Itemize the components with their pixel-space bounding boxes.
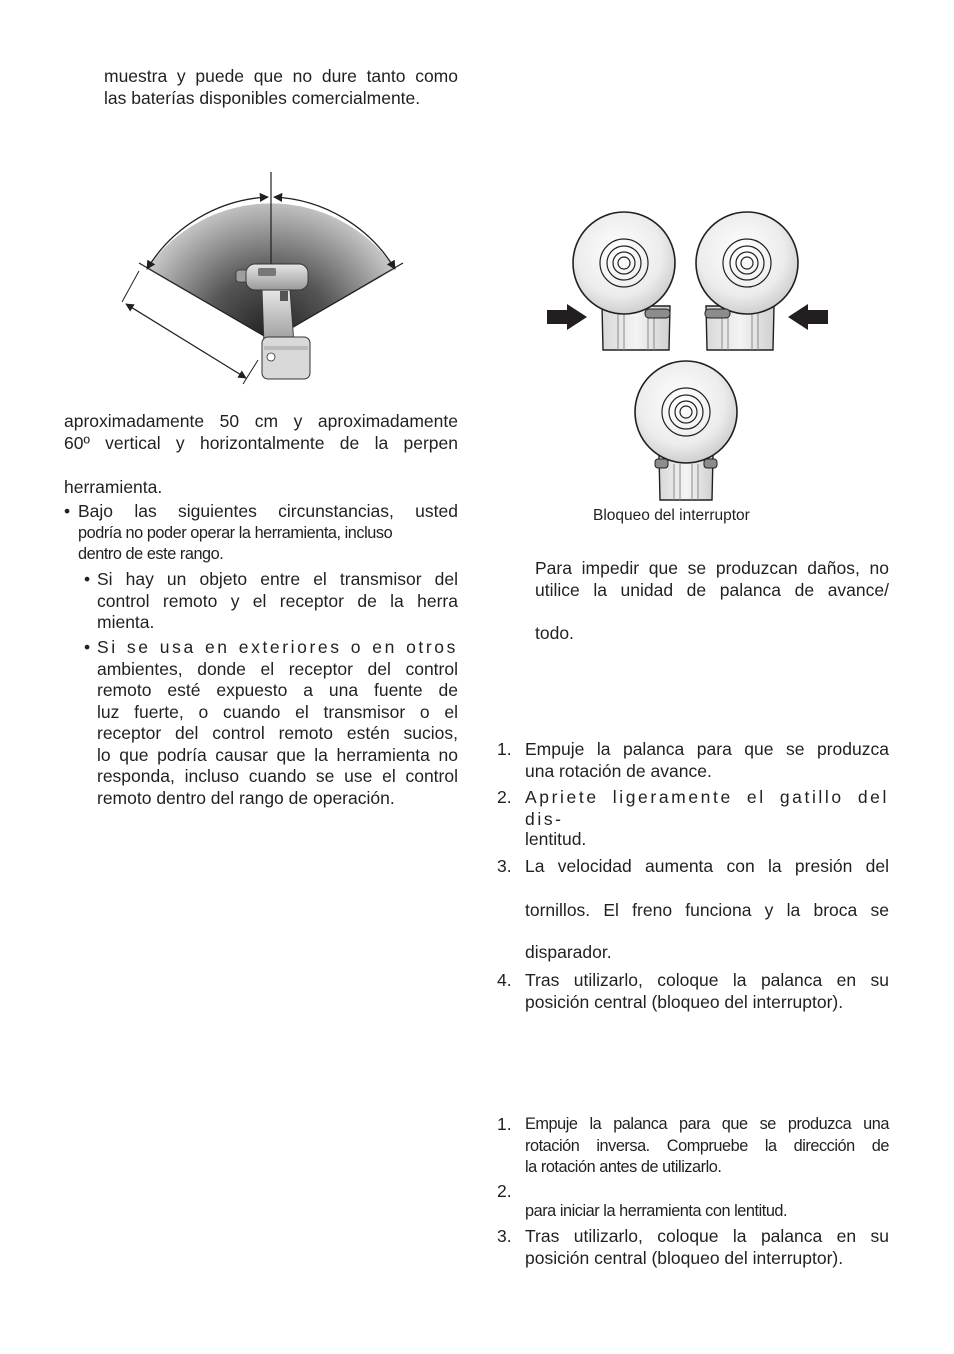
range-line-1: aproximadamente 50 cm y aproximadamente — [64, 411, 458, 431]
intro-line-2: las baterías disponibles comercialmente. — [104, 87, 421, 108]
arrow-left-icon — [788, 304, 828, 330]
reverse-step-3-line-2: posición central (bloqueo del interruptor). — [525, 1247, 844, 1268]
range-line-2: 60º vertical y horizontalmente de la perpen — [64, 432, 458, 453]
reverse-step-1-line-1: Empuje la palanca para que se produzca una — [525, 1115, 889, 1133]
reverse-step-3 — [525, 1226, 889, 1269]
forward-step-1-line-2: una rotación de avance. — [525, 760, 712, 781]
forward-step-3-line-2: tornillos. El freno funciona y la broca se — [525, 900, 889, 920]
sub-item-2-line-2: ambientes, donde el receptor del control — [97, 658, 458, 679]
lever-lock-view — [635, 361, 737, 500]
note-line-1: Para impedir que se produzcan daños, no — [535, 558, 889, 578]
reverse-step-2-number: 2. — [497, 1181, 512, 1201]
sub-item-2-line-3: remoto esté expuesto a una fuente de — [97, 680, 458, 700]
intro-line-1: muestra y puede que no dure tanto como — [104, 66, 458, 86]
forward-step-3-a — [525, 856, 889, 878]
reverse-step-2-line-1: para iniciar la herramienta con lentitud. — [525, 1202, 788, 1220]
reverse-step-1-number: 1. — [497, 1114, 512, 1134]
reverse-step-3-number: 3. — [497, 1226, 512, 1246]
circumstances-line-1: Bajo las siguientes circunstancias, usted — [78, 501, 458, 521]
sub-item-2-line-1: Si se usa en exteriores o en otros — [97, 637, 458, 657]
lever-forward-view — [573, 212, 675, 350]
forward-step-2-number: 2. — [497, 787, 512, 807]
forward-step-2-line-1: Apriete ligeramente el gatillo del dis- — [525, 787, 889, 829]
forward-step-3-line-3: disparador. — [525, 942, 612, 962]
forward-step-1 — [525, 739, 889, 782]
circumstances-line-3: dentro de este rango. — [78, 545, 224, 563]
circumstances-line-2: podría no poder operar la herramienta, incluso — [78, 523, 393, 542]
reverse-step-1-line-2: rotación inversa. Compruebe la dirección de — [525, 1136, 889, 1155]
forward-step-1-number: 1. — [497, 739, 512, 759]
forward-step-3-line-1: La velocidad aumenta con la presión del — [525, 856, 889, 876]
sub-item-1-line-2: control remoto y el receptor de la herra — [97, 590, 458, 611]
note-line-3: todo. — [535, 623, 574, 643]
figure-caption: Bloqueo del interruptor — [593, 507, 750, 524]
sub-item-1-line-3: mienta. — [97, 612, 155, 632]
circumstances-bullet: • — [64, 501, 71, 521]
range-line-3: herramienta. — [64, 477, 163, 497]
sub-bullet-2: • — [84, 637, 91, 657]
sub-item-2-line-8: remoto dentro del rango de operación. — [97, 787, 395, 808]
arrow-right-icon — [547, 304, 587, 330]
forward-step-4-number: 4. — [497, 970, 512, 990]
forward-step-3-number: 3. — [497, 856, 512, 876]
reverse-step-1 — [525, 1114, 889, 1179]
note-line-2: utilice la unidad de palanca de avance/ — [535, 579, 889, 600]
forward-step-4 — [525, 970, 889, 1013]
sub-item-2-line-7: responda, incluso cuando se use el control — [97, 766, 458, 786]
forward-step-1-line-1: Empuje la palanca para que se produzca — [525, 739, 889, 759]
reverse-step-1-line-3: la rotación antes de utilizarlo. — [525, 1158, 722, 1176]
sub-item-2-line-6: lo que podría causar que la herramienta no — [97, 744, 458, 765]
forward-step-2 — [525, 787, 889, 830]
forward-step-4-line-2: posición central (bloqueo del interruptor). — [525, 991, 844, 1012]
forward-step-3-b — [525, 900, 889, 922]
forward-step-4-line-1: Tras utilizarlo, coloque la palanca en su — [525, 970, 889, 990]
reverse-step-3-line-1: Tras utilizarlo, coloque la palanca en su — [525, 1226, 889, 1246]
sub-item-1-line-1: Si hay un objeto entre el transmisor del — [97, 569, 458, 589]
note-paragraph — [535, 558, 889, 601]
sub-item-2-line-4: luz fuerte, o cuando el transmisor o el — [97, 701, 458, 722]
lever-reverse-view — [696, 212, 798, 350]
sub-bullet-1: • — [84, 569, 91, 589]
sub-item-2-line-5: receptor del control remoto estén sucios, — [97, 723, 458, 743]
forward-step-2-line-2: lentitud. — [525, 829, 587, 849]
